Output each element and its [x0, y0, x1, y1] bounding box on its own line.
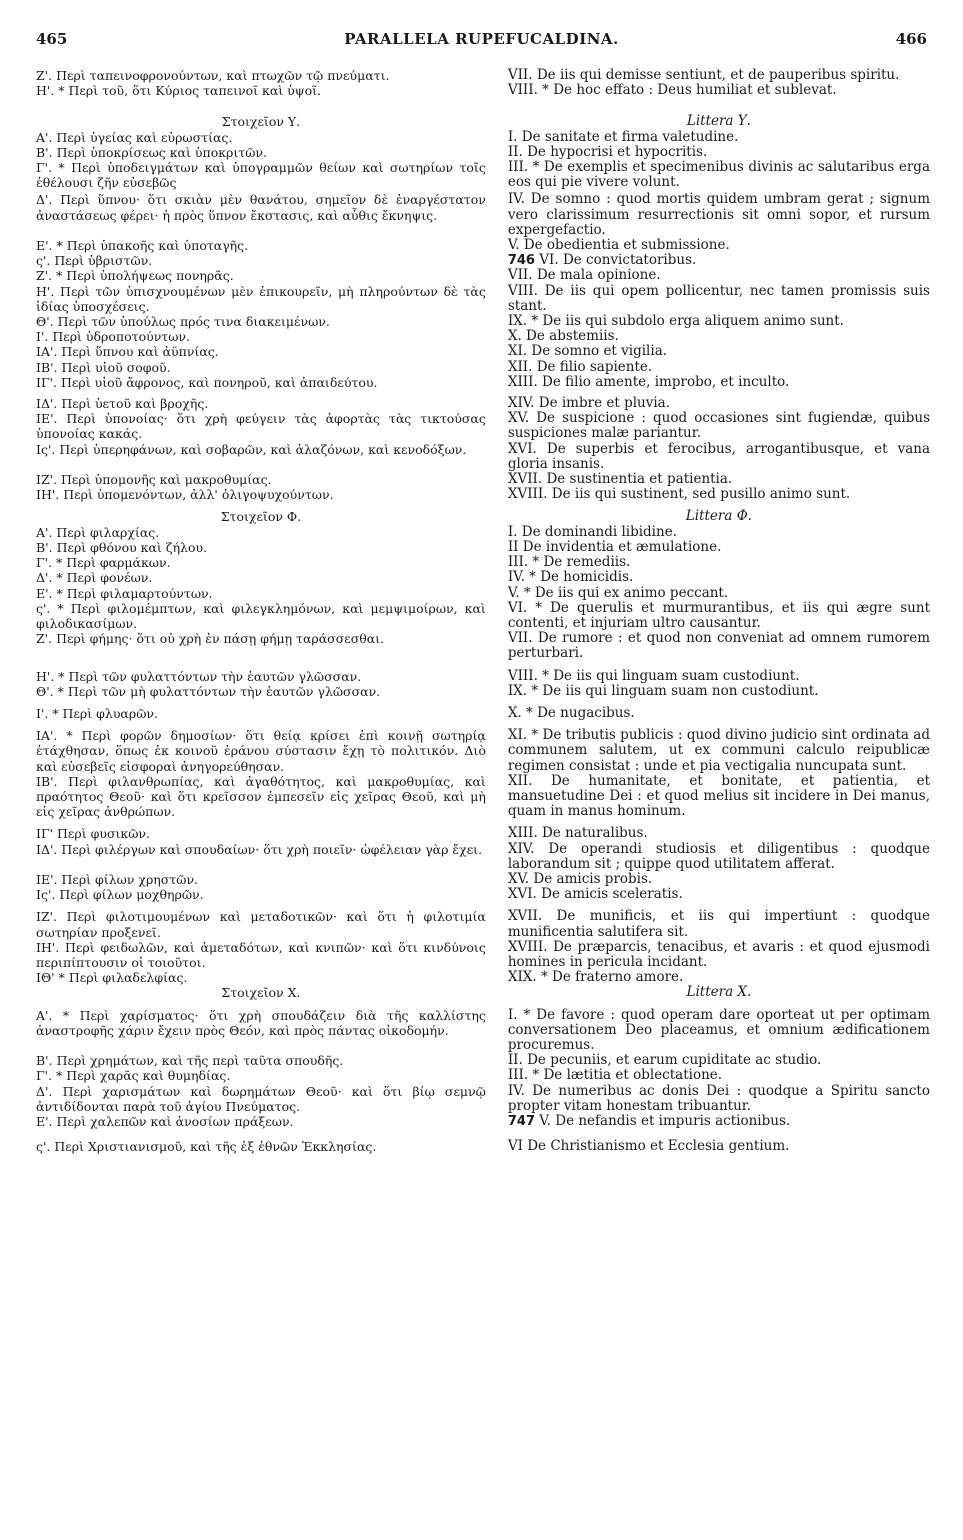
right-page-number: 466 [895, 30, 927, 48]
greek-entry: Η'. * Περὶ τοῦ, ὅτι Κύριος ταπεινοῖ καὶ ὑψοῖ. [36, 83, 321, 99]
latin-text: Littera Χ. [686, 984, 752, 1001]
latin-entry [496, 442, 930, 472]
latin-text: VII. De iis qui demisse sentiunt, et de pauperibus spiritu. [507, 67, 900, 83]
latin-text: XII. De filio sapiente. [507, 358, 653, 375]
latin-text: III. * De lætitia et oblectatione. [507, 1067, 723, 1084]
latin-text: IV. * De homicidis. [507, 569, 634, 586]
latin-entry [496, 728, 930, 774]
greek-entry: ΙΔ'. Περὶ φιλέργων καὶ σπουδαίων· ὅτι χρὴ ποιεῖν· ὠφέλειαν γὰρ ἔχει. [36, 841, 483, 857]
column-number: 746 [507, 253, 535, 269]
latin-text: VI. De convictatoribus. [539, 252, 697, 269]
latin-entry [496, 344, 930, 359]
latin-text: XIX. * De fraterno amore. [507, 969, 684, 986]
greek-entry: ΙΔ'. Περὶ ὑετοῦ καὶ βροχῆς. [36, 396, 209, 412]
entry-row [36, 487, 930, 502]
greek-entry: Δ'. Περὶ ὕπνου· ὅτι σκιὰν μὲν θανάτου, σημεῖον δὲ ἐναργέστατον ἀναστάσεως φέρει· ἡ πρὸς ὕπνον ἔκστασις, καὶ αὖθις ἔκνηψις. [36, 192, 486, 223]
greek-entry: Α'. Περὶ ὑγείας καὶ εὐρωστίας. [36, 129, 233, 145]
latin-entry [496, 284, 930, 314]
greek-entry: ΙΓ'. Περὶ υἱοῦ ἄφρονος, καὶ πονηροῦ, καὶ ἀπαιδεύτου. [36, 374, 378, 390]
entry-row [36, 909, 930, 939]
latin-entry [496, 940, 930, 970]
entry-row [36, 940, 930, 970]
entry-row [36, 396, 930, 411]
entry-row [36, 360, 930, 375]
latin-entry [496, 586, 930, 601]
greek-entry: Ε'. * Περὶ φιλαμαρτούντων. [36, 585, 213, 601]
latin-section-heading [496, 114, 930, 129]
latin-text: Littera Φ. [685, 508, 753, 525]
latin-text: VII. De rumore : et quod non conveniat ad omnem rumorem perturbari. [507, 630, 930, 662]
section-heading-row [36, 509, 930, 524]
greek-entry: Δ'. * Περὶ φονέων. [36, 570, 153, 586]
entry-row [36, 442, 930, 472]
latin-text: IX. * De iis qui subdolo erga aliquem animo sunt. [507, 313, 844, 330]
entry-row [36, 1068, 930, 1083]
greek-entry: ΙΗ'. Περὶ φειδωλῶν, καὶ ἀμεταδότων, καὶ κνιπῶν· καὶ ὅτι κινδύνοις περιπίπτουσιν οἱ τοιοῦτοι. [36, 939, 486, 970]
latin-entry [496, 396, 930, 411]
entry-row [36, 375, 930, 390]
latin-text: II. De hypocrisi et hypocritis. [507, 143, 708, 160]
latin-text: XII. De humanitate, et bonitate, et patientia, et mansuetudine Dei : et quod melius sit incidere in Dei manus, quam in manus hominum. [507, 772, 930, 820]
latin-entry [496, 826, 930, 841]
entry-row [36, 728, 930, 774]
greek-entry: Ζ'. * Περὶ ὑπολήψεως πονηρᾶς. [36, 268, 234, 284]
latin-text: X. De abstemiis. [507, 328, 619, 345]
latin-entry [496, 525, 930, 540]
section-heading-row [36, 985, 930, 1000]
latin-entry [496, 909, 930, 939]
entry-row [36, 631, 930, 661]
entry-row [36, 1084, 930, 1114]
latin-text: VIII. * De iis qui linguam suam custodiunt. [507, 667, 800, 684]
entry-row [36, 68, 930, 83]
latin-text: III. * De remediis. [507, 554, 631, 571]
latin-entry [496, 887, 930, 902]
latin-text: IX. * De iis qui linguam suam non custodiunt. [507, 682, 819, 699]
greek-entry: ΙΑ'. * Περὶ φορῶν δημοσίων· ὅτι θείᾳ κρίσει ἐπὶ κοινῇ σωτηρίᾳ ἐτάχθησαν, ὅπως ἐκ κοινοῦ ἐράνου σύστασιν ἔχῃ τὸ πολιτικόν. Διὸ καὶ εὐσεβεῖς εἰσφοραὶ ἀνηγορεύθησαν. [36, 728, 486, 774]
latin-entry [496, 601, 930, 631]
latin-text: XIV. De operandi studiosis et diligentibus : quodque laborandum sit ; quippe quod utilitatem afferat. [507, 840, 930, 872]
greek-entry: Α'. Περὶ φιλαρχίας. [36, 524, 160, 540]
entry-row [36, 842, 930, 872]
entry-row [36, 970, 930, 985]
latin-entry [496, 872, 930, 887]
entry-row [36, 669, 930, 684]
latin-entry [496, 540, 930, 555]
entry-row [36, 601, 930, 631]
entry-row [36, 253, 930, 268]
entry-row [36, 130, 930, 145]
greek-entry: ς'. * Περὶ φιλομέμπτων, καὶ φιλεγκλημόνων, καὶ μεμψιμοίρων, καὶ φιλοδικασίμων. [36, 600, 486, 631]
entry-row [36, 1053, 930, 1068]
greek-section-heading: Στοιχεῖον Φ. [220, 509, 302, 525]
latin-text: XI. * De tributis publicis : quod divino judicio sint ordinata ad communem salutem, ut ex communi calculo reipublicæ regimen consistat : unde et pia vectigalia nuncupata sunt. [507, 727, 930, 774]
entry-row [36, 145, 930, 160]
greek-entry: Β'. Περὶ χρημάτων, καὶ τῆς περὶ ταῦτα σπουδῆς. [36, 1053, 344, 1069]
latin-entry [496, 1068, 930, 1083]
latin-entry [496, 1053, 930, 1068]
latin-text: II De invidentia et æmulatione. [507, 538, 722, 555]
entry-row [36, 284, 930, 314]
latin-entry [496, 570, 930, 585]
entry-row [36, 192, 930, 238]
latin-entry [496, 238, 930, 253]
entry-row [36, 160, 930, 190]
greek-entry: ΙΒ'. Περὶ υἱοῦ σοφοῦ. [36, 359, 171, 375]
latin-entry [496, 706, 930, 721]
entry-row [36, 268, 930, 283]
latin-entry [496, 268, 930, 283]
entry-row [36, 83, 930, 98]
latin-entry [496, 68, 930, 83]
latin-text: XIV. De imbre et pluvia. [507, 395, 671, 412]
latin-entry [496, 487, 930, 502]
latin-text: X. * De nugacibus. [507, 704, 635, 721]
entry-row [36, 472, 930, 487]
entry-row [36, 411, 930, 441]
latin-text: XVIII. De præparcis, tenacibus, et avaris : et quod ejusmodi homines in pericula incidant. [507, 938, 930, 970]
entry-row [36, 540, 930, 555]
greek-entry: Β'. Περὶ φθόνου καὶ ζήλου. [36, 539, 208, 555]
latin-text: Littera Υ. [686, 113, 751, 130]
greek-entry: ΙΖ'. Περὶ ὑπομονῆς καὶ μακροθυμίας. [36, 472, 272, 488]
greek-entry: Θ'. * Περὶ τῶν μὴ φυλαττόντων τὴν ἑαυτῶν γλῶσσαν. [36, 683, 381, 699]
running-title: PARALLELA RUPEFUCALDINA. [344, 30, 619, 48]
section-heading-row [36, 114, 930, 129]
greek-entry: ΙΑ'. Περὶ ὕπνου καὶ ἀϋπνίας. [36, 344, 219, 360]
greek-entry: Η'. * Περὶ τῶν φυλαττόντων τὴν ἑαυτῶν γλῶσσαν. [36, 668, 362, 684]
latin-entry [496, 253, 930, 268]
greek-entry: Ι'. Περὶ ὑδροποτούντων. [36, 329, 190, 345]
latin-text: V. De obedientia et submissione. [507, 237, 730, 254]
entry-row [36, 586, 930, 601]
latin-entry [496, 774, 930, 820]
latin-entry [496, 970, 930, 985]
latin-entry [496, 472, 930, 487]
greek-entry: Ις'. Περὶ ὑπερηφάνων, καὶ σοβαρῶν, καὶ ἀλαζόνων, καὶ κενοδόξων. [36, 441, 467, 457]
greek-entry: Δ'. Περὶ χαρισμάτων καὶ δωρημάτων Θεοῦ· καὶ ὅτι βίῳ σεμνῷ ἀντιδίδονται παρὰ τοῦ ἁγίου Πνεύματος. [36, 1083, 486, 1114]
greek-entry: Θ'. Περὶ τῶν ὑπούλως πρός τινα διακειμένων. [36, 314, 330, 330]
page-header [36, 30, 927, 56]
entry-row [36, 706, 930, 721]
latin-text: XI. De somno et vigilia. [507, 343, 668, 360]
latin-text: II. De pecuniis, et earum cupiditate ac studio. [507, 1052, 822, 1069]
entry-row [36, 555, 930, 570]
latin-text: VI De Christianismo et Ecclesia gentium. [507, 1138, 790, 1155]
entry-row [36, 1139, 930, 1154]
greek-entry: ς'. Περὶ Χριστιανισμοῦ, καὶ τῆς ἐξ ἐθνῶν Ἐκκλησίας. [36, 1139, 377, 1155]
latin-entry [496, 1084, 930, 1114]
latin-text: I. De dominandi libidine. [507, 523, 677, 540]
latin-entry [496, 145, 930, 160]
latin-entry [496, 1139, 930, 1154]
entry-row [36, 1114, 930, 1129]
latin-text: IV. De numeribus ac donis Dei : quodque a Spiritu sancto propter vitam honestam tribuantur. [507, 1082, 930, 1114]
parallel-columns [36, 68, 930, 1154]
latin-entry [496, 360, 930, 375]
entry-row [36, 238, 930, 253]
latin-text: III. * De exemplis et specimenibus divinis ac salutaribus erga eos qui pie vivere volunt. [507, 159, 930, 191]
greek-entry: ΙΖ'. Περὶ φιλοτιμουμένων καὶ μεταδοτικῶν· καὶ ὅτι ἡ φιλοτιμία σωτηρίαν προξενεῖ. [36, 909, 486, 940]
latin-text: XVI. De superbis et ferocibus, arrogantibusque, et vana gloria insanis. [507, 440, 930, 472]
latin-entry [496, 1114, 930, 1129]
entry-row [36, 525, 930, 540]
latin-entry [496, 314, 930, 329]
greek-entry: ΙΓ' Περὶ φυσικῶν. [36, 826, 150, 842]
latin-entry [496, 83, 930, 98]
greek-entry: Ε'. * Περὶ ὑπακοῆς καὶ ὑποταγῆς. [36, 238, 249, 254]
column-number: 747 [507, 1114, 535, 1129]
greek-entry: ΙΗ'. Περὶ ὑπομενόντων, ἀλλ' ὀλιγοψυχούντων. [36, 487, 334, 503]
latin-text: XVIII. De iis qui sustinent, sed pusillo animo sunt. [507, 486, 851, 503]
latin-text: XIII. De naturalibus. [507, 825, 648, 842]
latin-text: VIII. De iis qui opem pollicentur, nec tamen promissis suis stant. [507, 282, 930, 314]
greek-entry: Β'. Περὶ ὑποκρίσεως καὶ ὑποκριτῶν. [36, 144, 267, 160]
latin-text: XVII. De munificis, et iis qui impertiunt : quodque munificentia salutifera sit. [507, 908, 930, 940]
entry-row [36, 1008, 930, 1054]
latin-text: XVII. De sustinentia et patientia. [507, 471, 733, 488]
entry-row [36, 684, 930, 699]
greek-entry: Ι'. * Περὶ φλυαρῶν. [36, 705, 158, 721]
latin-entry [496, 842, 930, 872]
greek-section-heading: Στοιχεῖον Χ. [221, 985, 301, 1001]
greek-entry: Α'. * Περὶ χαρίσματος· ὅτι χρὴ σπουδάζειν διὰ τῆς καλλίστης ἀναστροφῆς χάριν ἔχειν πρὸς Θεόν, καὶ πρὸς πάντας οἰκοδομήν. [36, 1007, 486, 1038]
greek-entry: Γ'. * Περὶ φαρμάκων. [36, 555, 171, 571]
entry-row [36, 344, 930, 359]
greek-entry: Ζ'. Περὶ ταπεινοφρονούντων, καὶ πτωχῶν τῷ πνεύματι. [36, 68, 390, 83]
latin-entry [496, 669, 930, 684]
greek-entry: Ε'. Περὶ χαλεπῶν καὶ ἀνοσίων πράξεων. [36, 1114, 294, 1129]
greek-entry: ς'. Περὶ ὑβριστῶν. [36, 253, 153, 269]
latin-entry [496, 160, 930, 190]
greek-entry: Γ'. * Περὶ χαρᾶς καὶ θυμηδίας. [36, 1068, 231, 1084]
latin-text: I. * De favore : quod operam dare oporteat ut per optimam conversationem Deo placeamus, et omnium ædificationem procuremus. [507, 1006, 930, 1053]
latin-text: XV. De amicis probis. [507, 870, 653, 887]
latin-text: V. De nefandis et impuris actionibus. [539, 1113, 791, 1129]
greek-entry: Ζ'. Περὶ φήμης· ὅτι οὐ χρὴ ἐν πάσῃ φήμῃ ταράσσεσθαι. [36, 631, 385, 647]
latin-text: V. * De iis qui ex animo peccant. [507, 584, 729, 601]
left-page-number: 465 [36, 30, 68, 48]
latin-text: IV. De somno : quod mortis quidem umbram gerat ; signum vero clarissimum resurrectionis sit omni sopor, et rursum expergefactio. [507, 191, 930, 238]
latin-text: VIII. * De hoc effato : Deus humiliat et sublevat. [507, 82, 837, 99]
latin-entry [496, 411, 930, 441]
entry-row [36, 774, 930, 820]
latin-entry [496, 375, 930, 390]
entry-row [36, 872, 930, 887]
greek-entry: Γ'. * Περὶ ὑποδειγμάτων καὶ ὑπογραμμῶν θείων καὶ σωτηρίων τοῖς ἐθέλουσι ζῆν εὐσεβῶς [36, 160, 486, 191]
entry-row [36, 570, 930, 585]
latin-entry [496, 192, 930, 238]
latin-text: VII. De mala opinione. [507, 267, 661, 284]
entry-row [36, 314, 930, 329]
greek-entry: ΙΒ'. Περὶ φιλανθρωπίας, καὶ ἀγαθότητος, καὶ μακροθυμίας, καὶ πραότητος Θεοῦ· καὶ ὅτι κρεῖσσον ἐμπεσεῖν εἰς χεῖρας Θεοῦ, καὶ μὴ εἰς χεῖρας ἀνθρώπων. [36, 773, 486, 820]
latin-text: VI. * De querulis et murmurantibus, et iis qui ægre sunt contenti, et injuriam ultro causantur. [507, 599, 930, 631]
greek-entry: Η'. Περὶ τῶν ὑπισχνουμένων μὲν ἐπικουρεῖν, μὴ πληρούντων δὲ τὰς ἰδίας ὑποσχέσεις. [36, 283, 486, 314]
greek-section-heading: Στοιχεῖον Υ. [221, 114, 301, 130]
greek-entry: ΙΘ' * Περὶ φιλαδελφίας. [36, 970, 188, 986]
entry-row [36, 826, 930, 841]
latin-entry [496, 329, 930, 344]
entry-row [36, 887, 930, 902]
latin-entry [496, 555, 930, 570]
latin-entry [496, 684, 930, 699]
latin-text: XIII. De filio amente, improbo, et inculto. [507, 373, 790, 390]
greek-entry: Ις'. Περὶ φίλων μοχθηρῶν. [36, 887, 204, 903]
latin-entry [496, 631, 930, 661]
latin-section-heading [496, 509, 930, 524]
latin-entry [496, 1008, 930, 1054]
entry-row [36, 329, 930, 344]
latin-entry [496, 130, 930, 145]
latin-text: XVI. De amicis sceleratis. [507, 886, 683, 903]
latin-section-heading [496, 985, 930, 1000]
greek-entry: ΙΕ'. Περὶ ὑπονοίας· ὅτι χρὴ φεύγειν τὰς ἀφορτὰς τὰς τικτούσας ὑπονοίας κακάς. [36, 411, 486, 442]
latin-text: XV. De suspicione : quod occasiones sint fugiendæ, quibus suspiciones malæ pariantur. [507, 410, 930, 442]
latin-text: I. De sanitate et firma valetudine. [507, 128, 739, 145]
greek-entry: ΙΕ'. Περὶ φίλων χρηστῶν. [36, 871, 199, 887]
